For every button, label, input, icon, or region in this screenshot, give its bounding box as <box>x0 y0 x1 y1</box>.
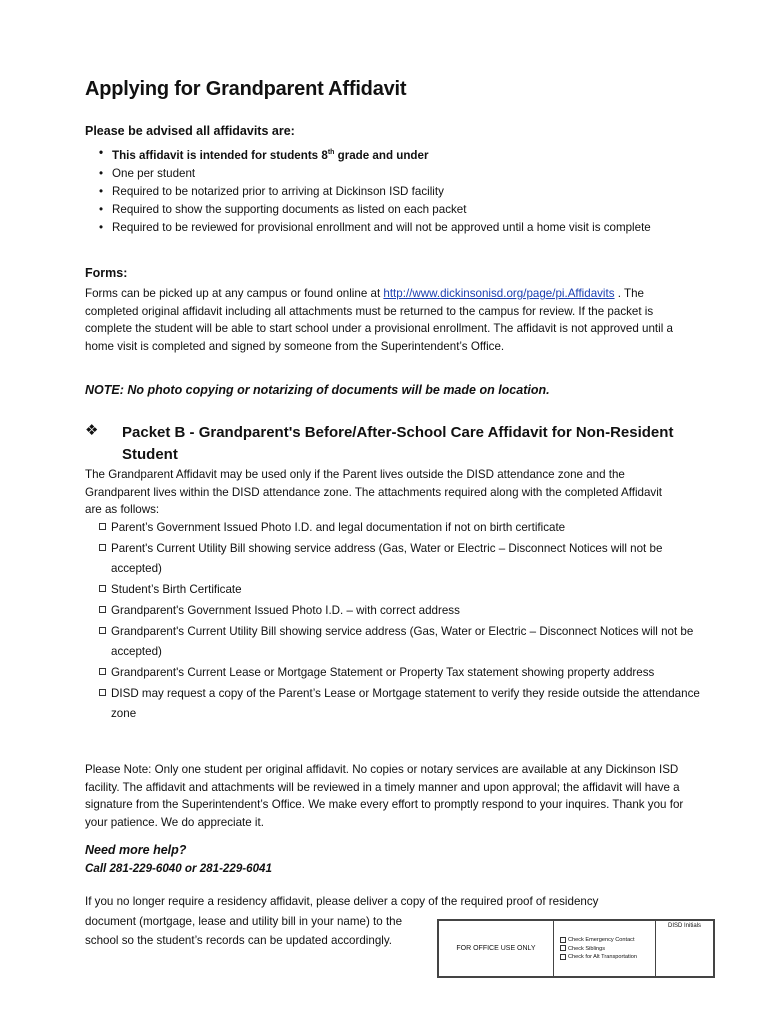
list-item: Grandparent's Current Utility Bill showing service address (Gas, Water or Electric – Disconnect Notices will not be accepted) <box>99 622 714 662</box>
intro-heading: Please be advised all affidavits are: <box>85 124 295 138</box>
checkbox-icon <box>99 585 106 592</box>
checkbox-icon <box>99 689 106 696</box>
disd-initials-cell: DISD Initials <box>667 923 701 929</box>
list-item: Parent’s Government Issued Photo I.D. and legal documentation if not on birth certificate <box>99 518 714 538</box>
office-use-label: FOR OFFICE USE ONLY <box>439 921 554 976</box>
list-item: Student’s Birth Certificate <box>99 580 714 600</box>
checkbox-icon <box>560 954 566 960</box>
office-checklist <box>554 921 656 976</box>
packet-title: Packet B - Grandparent's Before/After-School Care Affidavit for Non-Resident Student <box>122 424 674 463</box>
affidavits-link[interactable]: http://www.dickinsonisd.org/page/pi.Affidavits <box>383 287 615 300</box>
checkbox-icon <box>99 606 106 613</box>
list-item: Check Emergency Contact <box>560 936 655 945</box>
residency-paragraph: If you no longer require a residency affidavit, please deliver a copy of the required proof of residency document (mortgage, lease and utility bill in your name) to the school so the student’s records can be updated accordingly. <box>85 895 599 947</box>
list-item: • One per student <box>99 165 689 183</box>
checkbox-icon <box>99 523 106 530</box>
list-item: • This affidavit is intended for students 8th grade and under <box>99 144 689 165</box>
office-use-box <box>437 919 715 978</box>
help-phone-numbers: Call 281-229-6040 or 281-229-6041 <box>85 862 272 875</box>
checkbox-icon <box>560 945 566 951</box>
diamond-bullet-icon: ❖ <box>85 422 99 439</box>
packet-description: The Grandparent Affidavit may be used only if the Parent lives outside the DISD attendance zone and the Grandparent lives within the DISD attendance zone. The attachments required along with the completed Affidavit are as follows: <box>85 468 663 516</box>
list-item: Check for Alt Transportation <box>560 953 655 962</box>
forms-paragraph: Forms can be picked up at any campus or found online at http://www.dickinsonisd.org/page/pi.Affidavits . The completed original affidavit including all attachments must be returned to the campus for review. If the packet is complete the student will be able to start school under a provisional enrollment. The affidavit is not approved until a home visit is completed and signed by someone from the Superintendent’s Office. <box>85 287 673 353</box>
photocopy-note: NOTE: No photo copying or notarizing of documents will be made on location. <box>85 383 550 397</box>
list-item: • Required to be reviewed for provisional enrollment and will not be approved until a home visit is complete <box>99 219 689 237</box>
checkbox-icon <box>560 937 566 943</box>
page-title: Applying for Grandparent Affidavit <box>85 78 407 100</box>
list-item: Parent's Current Utility Bill showing service address (Gas, Water or Electric – Disconnect Notices will not be accepted) <box>99 539 714 579</box>
forms-heading: Forms: <box>85 266 128 280</box>
list-item: Check Siblings <box>560 945 655 954</box>
list-item: • Required to be notarized prior to arriving at Dickinson ISD facility <box>99 183 689 201</box>
checkbox-icon <box>99 544 106 551</box>
checkbox-icon <box>99 627 106 634</box>
list-item: DISD may request a copy of the Parent’s Lease or Mortgage statement to verify they reside outside the attendance zone <box>99 684 714 724</box>
help-heading: Need more help? <box>85 843 187 857</box>
list-item: Grandparent's Government Issued Photo I.D. – with correct address <box>99 601 714 621</box>
list-item: Grandparent's Current Lease or Mortgage Statement or Property Tax statement showing property address <box>99 663 714 683</box>
required-documents-list <box>99 518 714 725</box>
list-item: • Required to show the supporting documents as listed on each packet <box>99 201 689 219</box>
requirements-list <box>99 144 689 237</box>
checkbox-icon <box>99 668 106 675</box>
please-note-paragraph: Please Note: Only one student per original affidavit. No copies or notary services are available at any Dickinson ISD facility. The affidavit and attachments will be reviewed in a timely manner and upon approval; the affidavit will have a signature from the Superintendent’s Office. We make every effort to promptly respond to your inquires. Thank you for your patience. We do appreciate it. <box>85 763 684 829</box>
